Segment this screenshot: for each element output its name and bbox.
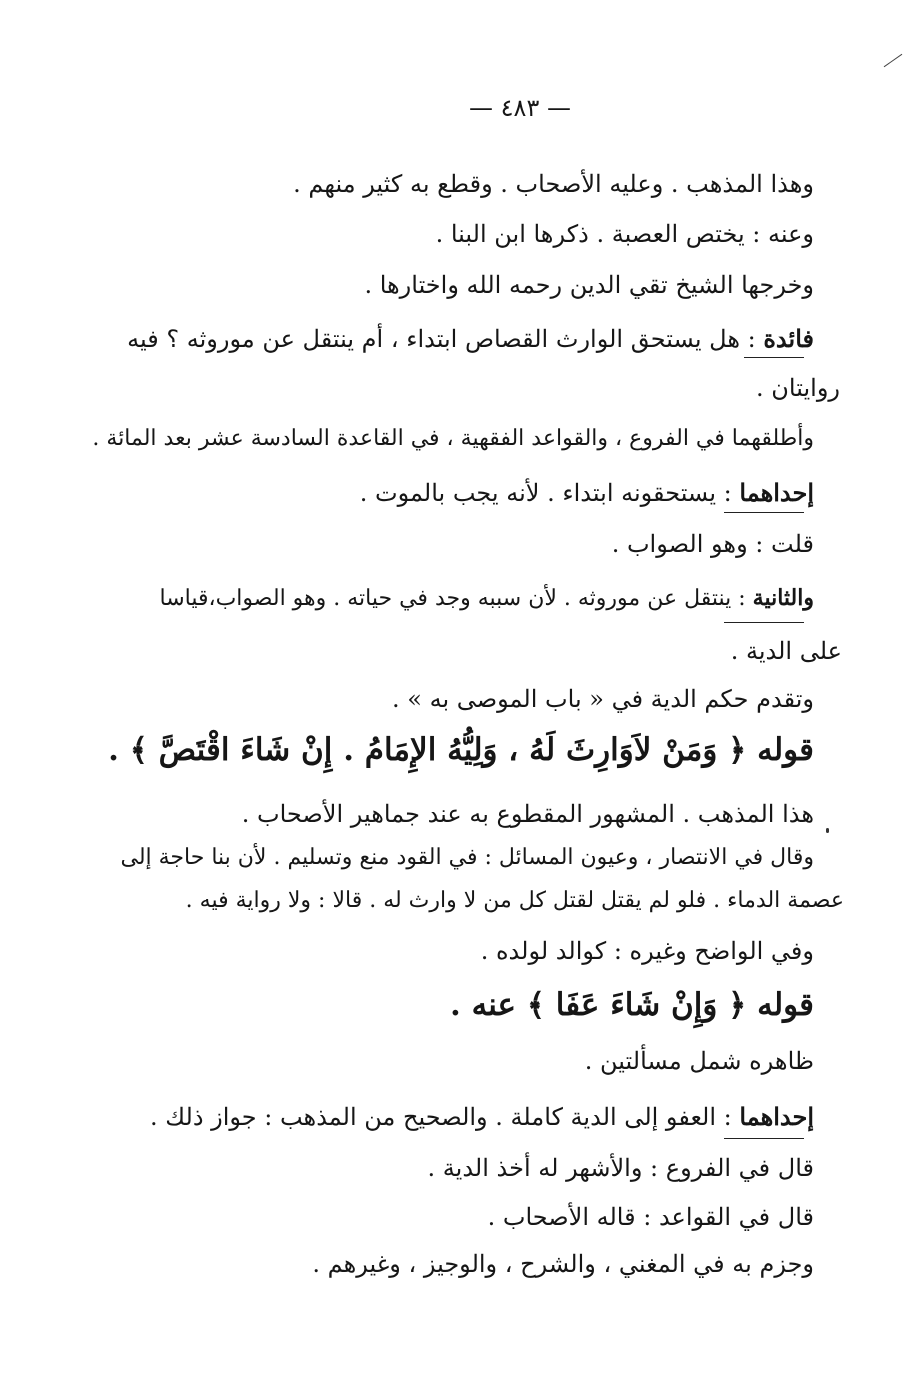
text-line: وتقدم حكم الدية في « باب الموصى به » . — [392, 685, 814, 713]
text-line: قال في الفروع : والأشهر له أخذ الدية . — [427, 1154, 814, 1182]
lead-word: إحداهما — [739, 1102, 814, 1131]
text-line: وخرجها الشيخ تقي الدين رحمه الله واختارها . — [364, 271, 814, 299]
page-number: — ٤٨٣ — — [469, 94, 571, 122]
text-line: وعنه : يختص العصبة . ذكرها ابن البنا . — [435, 220, 814, 248]
lead-word: فائدة — [763, 324, 814, 353]
text-line: والثانية : ينتقل عن موروثه . لأن سببه وجد في حياته . وهو الصواب،قياسا — [159, 585, 814, 611]
text-line: قال في القواعد : قاله الأصحاب . — [487, 1203, 814, 1231]
text-line: وأطلقهما في الفروع ، والقواعد الفقهية ، في القاعدة السادسة عشر بعد المائة . — [92, 426, 814, 451]
text-line: قلت : وهو الصواب . — [611, 530, 814, 558]
text-line: فائدة : هل يستحق الوارث القصاص ابتداء ، أم ينتقل عن موروثه ؟ فيه — [127, 324, 814, 353]
text-line: عصمة الدماء . فلو لم يقتل لقتل كل من لا وارث له . قالا : ولا رواية فيه . — [185, 888, 844, 913]
lead-word: إحداهما — [739, 478, 814, 507]
text-line: وهذا المذهب . وعليه الأصحاب . وقطع به كثير منهم . — [293, 170, 814, 198]
lead-word: قوله — [757, 987, 814, 1023]
text-line: وقال في الانتصار ، وعيون المسائل : في القود منع وتسليم . لأن بنا حاجة إلى — [120, 845, 814, 870]
text-line: وجزم به في المغني ، والشرح ، والوجيز ، وغيرهم . — [312, 1250, 814, 1278]
print-speck — [826, 828, 829, 833]
text-line: روايتان . — [756, 374, 840, 402]
quran-verse-line: قوله ﴿ وَمَنْ لاَوَارِثَ لَهُ ، وَلِيُّهُ الإِمَامُ . إِنْ شَاءَ اقْتَصَّ ﴾ . — [108, 732, 814, 768]
text-line: إحداهما : يستحقونه ابتداء . لأنه يجب بالموت . — [359, 478, 814, 507]
lead-word: والثانية — [752, 585, 814, 611]
text-line: إحداهما : العفو إلى الدية كاملة . والصحيح من المذهب : جواز ذلك . — [150, 1102, 814, 1131]
text-line: على الدية . — [730, 637, 842, 665]
lead-underline — [724, 512, 804, 513]
text-line: وفي الواضح وغيره : كوالد لولده . — [480, 937, 814, 965]
lead-word: قوله — [757, 732, 814, 768]
margin-mark — [884, 54, 903, 67]
lead-underline — [724, 1138, 804, 1139]
text-line: هذا المذهب . المشهور المقطوع به عند جماهير الأصحاب . — [241, 800, 814, 828]
lead-underline — [724, 622, 804, 623]
text-line: ظاهره شمل مسألتين . — [584, 1047, 814, 1075]
quran-verse-line: قوله ﴿ وَإِنْ شَاءَ عَفَا ﴾ عنه . — [449, 987, 814, 1023]
lead-underline — [744, 357, 804, 358]
